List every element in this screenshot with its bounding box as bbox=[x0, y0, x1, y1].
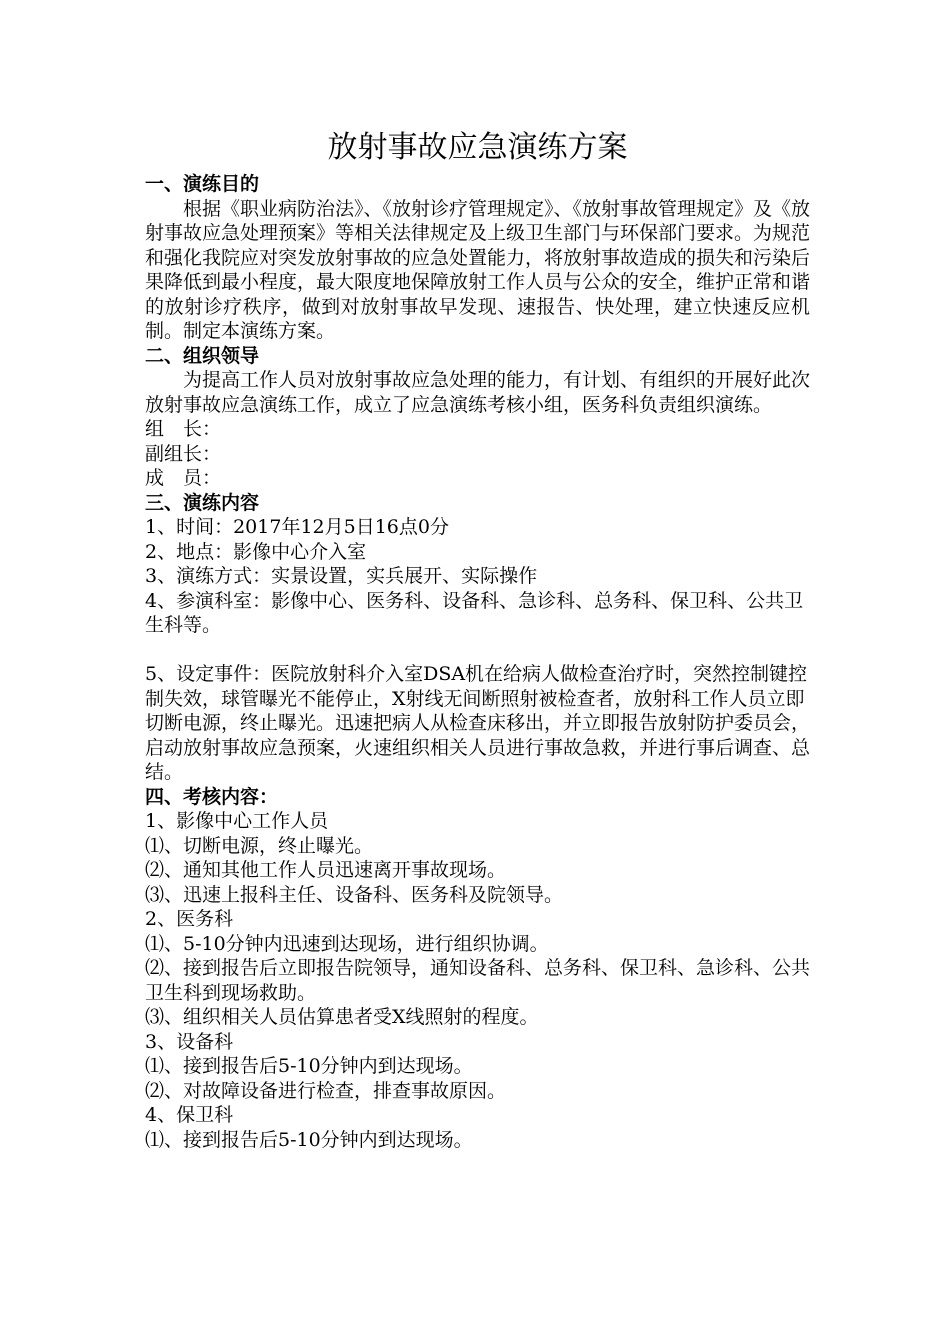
assessment-line: 1、影像中心工作人员 bbox=[145, 810, 329, 832]
assessment-line: ⑴、接到报告后5-10分钟内到达现场。 bbox=[145, 1128, 473, 1151]
members-line: 成 员： bbox=[145, 467, 222, 489]
assessment-line: ⑴、接到报告后5-10分钟内到达现场。 bbox=[145, 1055, 473, 1077]
purpose-paragraph: 根据《职业病防治法》、《放射诊疗管理规定》、《放射事故管理规定》及《放射事故应急处理预案》等相关法律规定及上级卫生部门与环保部门要求。为规范和强化我院应对突发放射事故的应急处置能力，将放射事故造成的损失和污染后果降低到最小程度，最大限度地保障放射工作人员与公众的安全，维护正常和谐的放射诊疗秩序，做到对放射事故早发现、速报告、快处理，建立快速反应机制。制定本演练方案。 bbox=[145, 197, 811, 342]
assessment-line: ⑵、通知其他工作人员迅速离开事故现场。 bbox=[145, 859, 507, 881]
blank-line bbox=[145, 638, 810, 663]
assessment-line: ⑴、切断电源，终止曝光。 bbox=[145, 834, 374, 857]
assessment-line: ⑶、迅速上报科主任、设备科、医务科及院领导。 bbox=[145, 883, 564, 906]
assessment-line: 2、医务科 bbox=[145, 908, 234, 930]
drill-time: 1、时间：2017年12月5日16点0分 bbox=[145, 516, 449, 538]
assessment-line: ⑴、5-10分钟内迅速到达现场，进行组织协调。 bbox=[145, 932, 549, 955]
drill-method: 3、演练方式：实景设置，实兵展开、实际操作 bbox=[145, 565, 538, 587]
assessment-line: 3、设备科 bbox=[145, 1030, 234, 1053]
assessment-line: ⑶、组织相关人员估算患者受X线照射的程度。 bbox=[145, 1006, 539, 1028]
section-heading-purpose: 一、演练目的 bbox=[145, 173, 260, 195]
leadership-paragraph: 为提高工作人员对放射事故应急处理的能力，有计划、有组织的开展好此次放射事故应急演练工作，成立了应急演练考核小组，医务科负责组织演练。 bbox=[145, 369, 811, 416]
assessment-line: ⑵、对故障设备进行检查，排查事故原因。 bbox=[145, 1079, 507, 1102]
deputy-leader-line: 副组长： bbox=[145, 442, 222, 465]
drill-place: 2、地点：影像中心介入室 bbox=[145, 540, 367, 563]
document-page bbox=[145, 128, 810, 1152]
drill-departments: 4、参演科室：影像中心、医务科、设备科、急诊科、总务科、保卫科、公共卫生科等。 bbox=[145, 589, 804, 636]
drill-event: 5、设定事件：医院放射科介入室DSA机在给病人做检查治疗时，突然控制键控制失效，球管曝光不能停止，X射线无间断照射被检查者，放射科工作人员立即切断电源，终止曝光。迅速把病人从检查床移出，并立即报告放射防护委员会，启动放射事故应急预案，火速组织相关人员进行事故急救，并进行事后调查、总结。 bbox=[145, 663, 811, 783]
section-heading-content: 三、演练内容 bbox=[145, 491, 260, 514]
assessment-line: ⑵、接到报告后立即报告院领导，通知设备科、总务科、保卫科、急诊科、公共卫生科到现场救助。 bbox=[145, 957, 811, 1004]
section-heading-leadership: 二、组织领导 bbox=[145, 344, 260, 367]
page-title: 放射事故应急演练方案 bbox=[327, 130, 628, 165]
assessment-line: 4、保卫科 bbox=[145, 1104, 234, 1126]
section-heading-assessment: 四、考核内容： bbox=[145, 785, 279, 808]
assessment-list bbox=[145, 809, 810, 1152]
leader-line: 组 长： bbox=[145, 418, 222, 440]
